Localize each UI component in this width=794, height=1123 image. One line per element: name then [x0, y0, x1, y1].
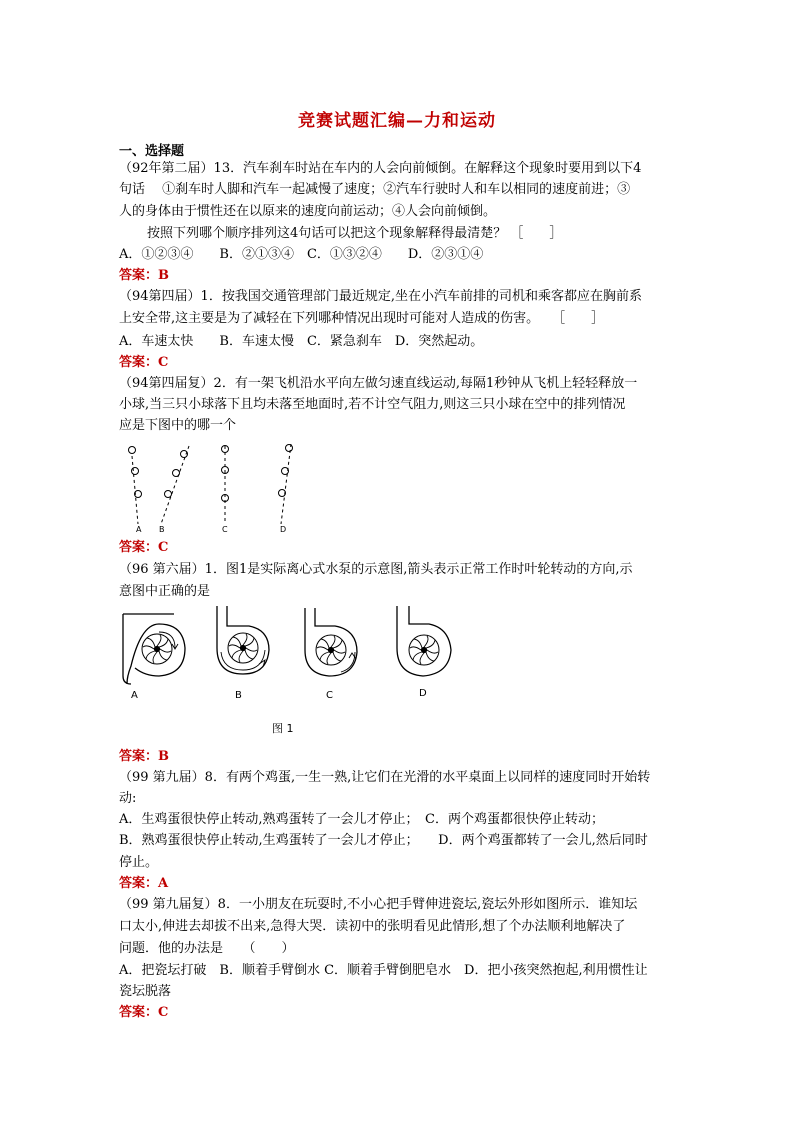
options-line: A．车速太快 B．车速太慢 C．紧急刹车 D．突然起动。	[119, 334, 484, 349]
question-line: （99 第九届）8．有两个鸡蛋,一生一熟,让它们在光滑的水平桌面上以同样的速度同时开始转	[119, 770, 651, 785]
water-pump-figure	[119, 604, 459, 739]
options-line: A．①②③④ B．②①③④ C．①③②④ D．②③①④	[119, 247, 484, 262]
question-line: （99 第九届复）8．一小朋友在玩耍时,不小心把手臂伸进瓷坛,瓷坛外形如图所示．谁知坛	[119, 897, 638, 912]
question-line: 上安全带,这主要是为了减轻在下列哪种情况出现时可能对人造成的伤害。 ［ ］	[119, 311, 605, 326]
question-line: （96 第六届）1．图1是实际离心式水泵的示意图,箭头表示正常工作时叶轮转动的方向,示	[119, 562, 633, 577]
figure-option-label: C	[222, 525, 228, 534]
options-line: 停止。	[119, 855, 159, 870]
falling-balls-figure	[119, 436, 309, 536]
answer-label: 答案：C	[119, 540, 169, 555]
question-line: （94第四届）1．按我国交通管理部门最近规定,坐在小汽车前排的司机和乘客都应在胸前系	[119, 289, 642, 304]
options-line: A．生鸡蛋很快停止转动,熟鸡蛋转了一会儿才停止； C．两个鸡蛋都很快停止转动；	[119, 812, 604, 827]
figure-option-label: C	[326, 690, 333, 701]
figure-option-label: B	[235, 690, 242, 701]
question-line: 按照下列哪个顺序排列这4句话可以把这个现象解释得最清楚？ ［ ］	[147, 226, 563, 241]
answer-label: 答案：B	[119, 749, 169, 764]
answer-label: 答案：C	[119, 355, 169, 370]
question-line: 口太小,伸进去却拔不出来,急得大哭．读初中的张明看见此情形,想了个办法顺利地解决了	[119, 919, 626, 934]
options-line: 瓷坛脱落	[119, 984, 172, 999]
options-line: A．把瓷坛打破 B．顺着手臂倒水 C．顺着手臂倒肥皂水 D．把小孩突然抱起,利用惯性让	[119, 963, 648, 978]
figure-option-label: A	[136, 525, 142, 534]
question-line: 人的身体由于惯性还在以原来的速度向前运动；④人会向前倾倒。	[119, 204, 497, 219]
page-title: 竞赛试题汇编—力和运动	[298, 111, 496, 131]
answer-label: 答案：B	[119, 268, 169, 283]
question-line: 问题．他的办法是 （ ）	[119, 941, 295, 956]
question-line: 小球,当三只小球落下且均未落至地面时,若不计空气阻力,则这三只小球在空中的排列情况	[119, 397, 626, 412]
options-line: B．熟鸡蛋很快停止转动,生鸡蛋转了一会儿才停止； D．两个鸡蛋都转了一会儿,然后同时	[119, 833, 648, 848]
figure-option-label: B	[159, 525, 165, 534]
question-line: 意图中正确的是	[119, 584, 211, 599]
question-line: （92年第二届）13．汽车刹车时站在车内的人会向前倾倒。在解释这个现象时要用到以下4	[119, 161, 642, 176]
figure-option-label: D	[280, 525, 287, 534]
answer-label: 答案：A	[119, 876, 169, 891]
question-line: 句话 ①刹车时人脚和汽车一起减慢了速度；②汽车行驶时人和车以相同的速度前进；③	[119, 182, 631, 197]
figure-option-label: D	[419, 688, 427, 699]
question-line: （94第四届复）2．有一架飞机沿水平向左做匀速直线运动,每隔1秒钟从飞机上轻轻释放一	[119, 376, 638, 391]
figure-caption: 图 1	[272, 722, 294, 735]
section-heading: 一、选择题	[119, 144, 185, 159]
figure-option-label: A	[131, 690, 138, 701]
question-line: 应是下图中的哪一个	[119, 418, 237, 433]
question-line: 动:	[119, 791, 137, 806]
answer-label: 答案：C	[119, 1005, 169, 1020]
